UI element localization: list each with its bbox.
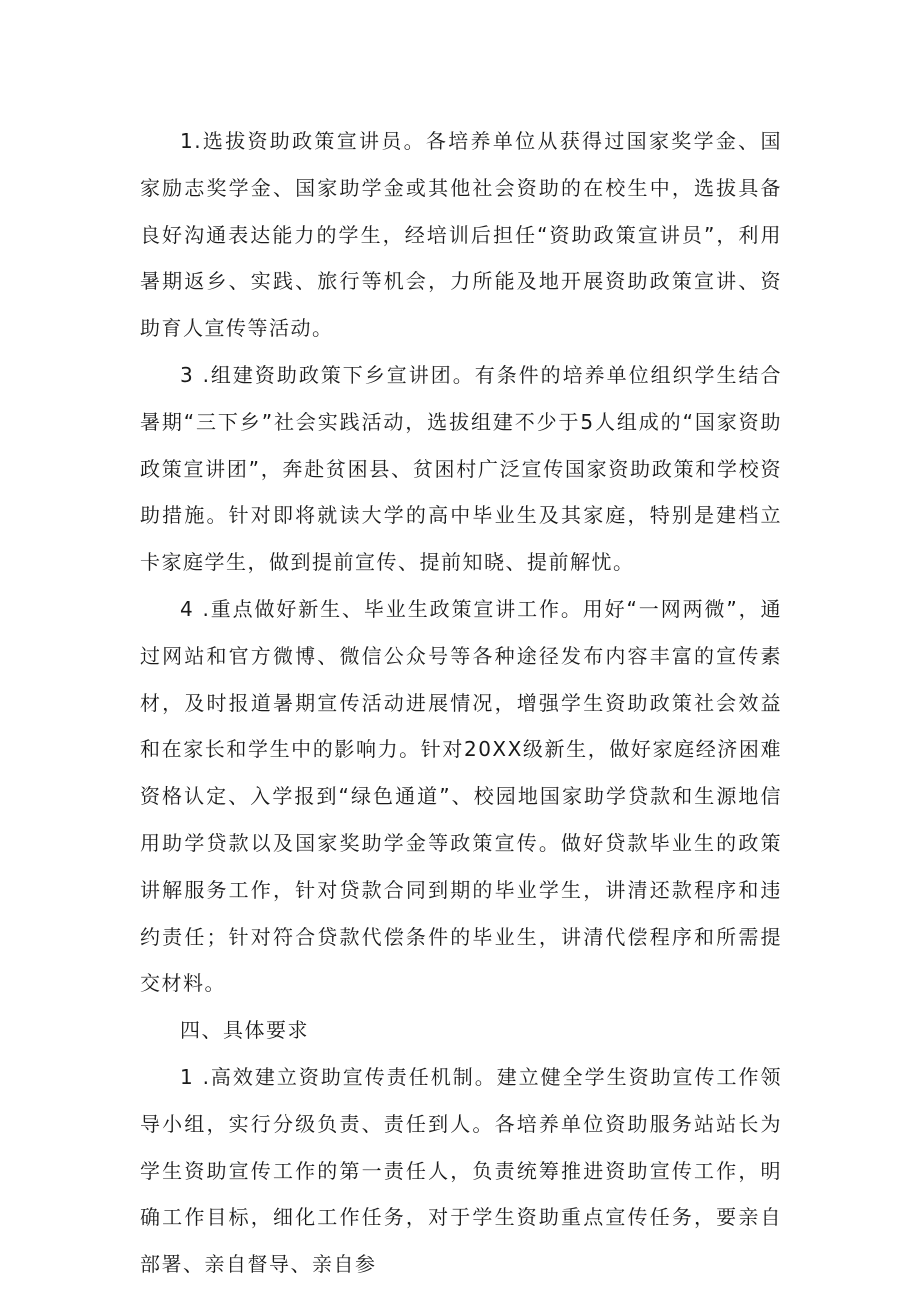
- paragraph-select-speakers: 1.选拔资助政策宣讲员。各培养单位从获得过国家奖学金、国家励志奖学金、国家助学金或其他社会资助的在校生中，选拔具备良好沟通表达能力的学生，经培训后担任“资助政策宣讲员”，利用暑期返乡、实践、旅行等机会，力所能及地开展资助政策宣讲、资助育人宣传等活动。: [140, 129, 782, 341]
- paragraph-rural-lecture-team: 3 .组建资助政策下乡宣讲团。有条件的培养单位组织学生结合暑期“三下乡”社会实践活动，选拔组建不少于5人组成的“国家资助政策宣讲团”，奔赴贫困县、贫困村广泛宣传国家资助政策和学校资助措施。针对即将就读大学的高中毕业生及其家庭，特别是建档立卡家庭学生，做到提前宣传、提前知晓、提前解忧。: [140, 362, 782, 575]
- document-body: [140, 118, 782, 1288]
- paragraph-responsibility-mechanism: 1 .高效建立资助宣传责任机制。建立健全学生资助宣传工作领导小组，实行分级负责、责任到人。各培养单位资助服务站站长为学生资助宣传工作的第一责任人，负责统筹推进资助宣传工作，明确工作目标，细化工作任务，对于学生资助重点宣传任务，要亲自部署、亲自督导、亲自参: [140, 1064, 782, 1277]
- section-heading-requirements: 四、具体要求: [180, 1018, 309, 1043]
- paragraph-freshmen-graduates: 4 .重点做好新生、毕业生政策宣讲工作。用好“一网两微”，通过网站和官方微博、微信公众号等各种途径发布内容丰富的宣传素材，及时报道暑期宣传活动进展情况，增强学生资助政策社会效益和在家长和学生中的影响力。针对20XX级新生，做好家庭经济困难资格认定、入学报到“绿色通道”、校园地国家助学贷款和生源地信用助学贷款以及国家奖助学金等政策宣传。做好贷款毕业生的政策讲解服务工作，针对贷款合同到期的毕业学生，讲清还款程序和违约责任；针对符合贷款代偿条件的毕业生，讲清代偿程序和所需提交材料。: [140, 596, 782, 996]
